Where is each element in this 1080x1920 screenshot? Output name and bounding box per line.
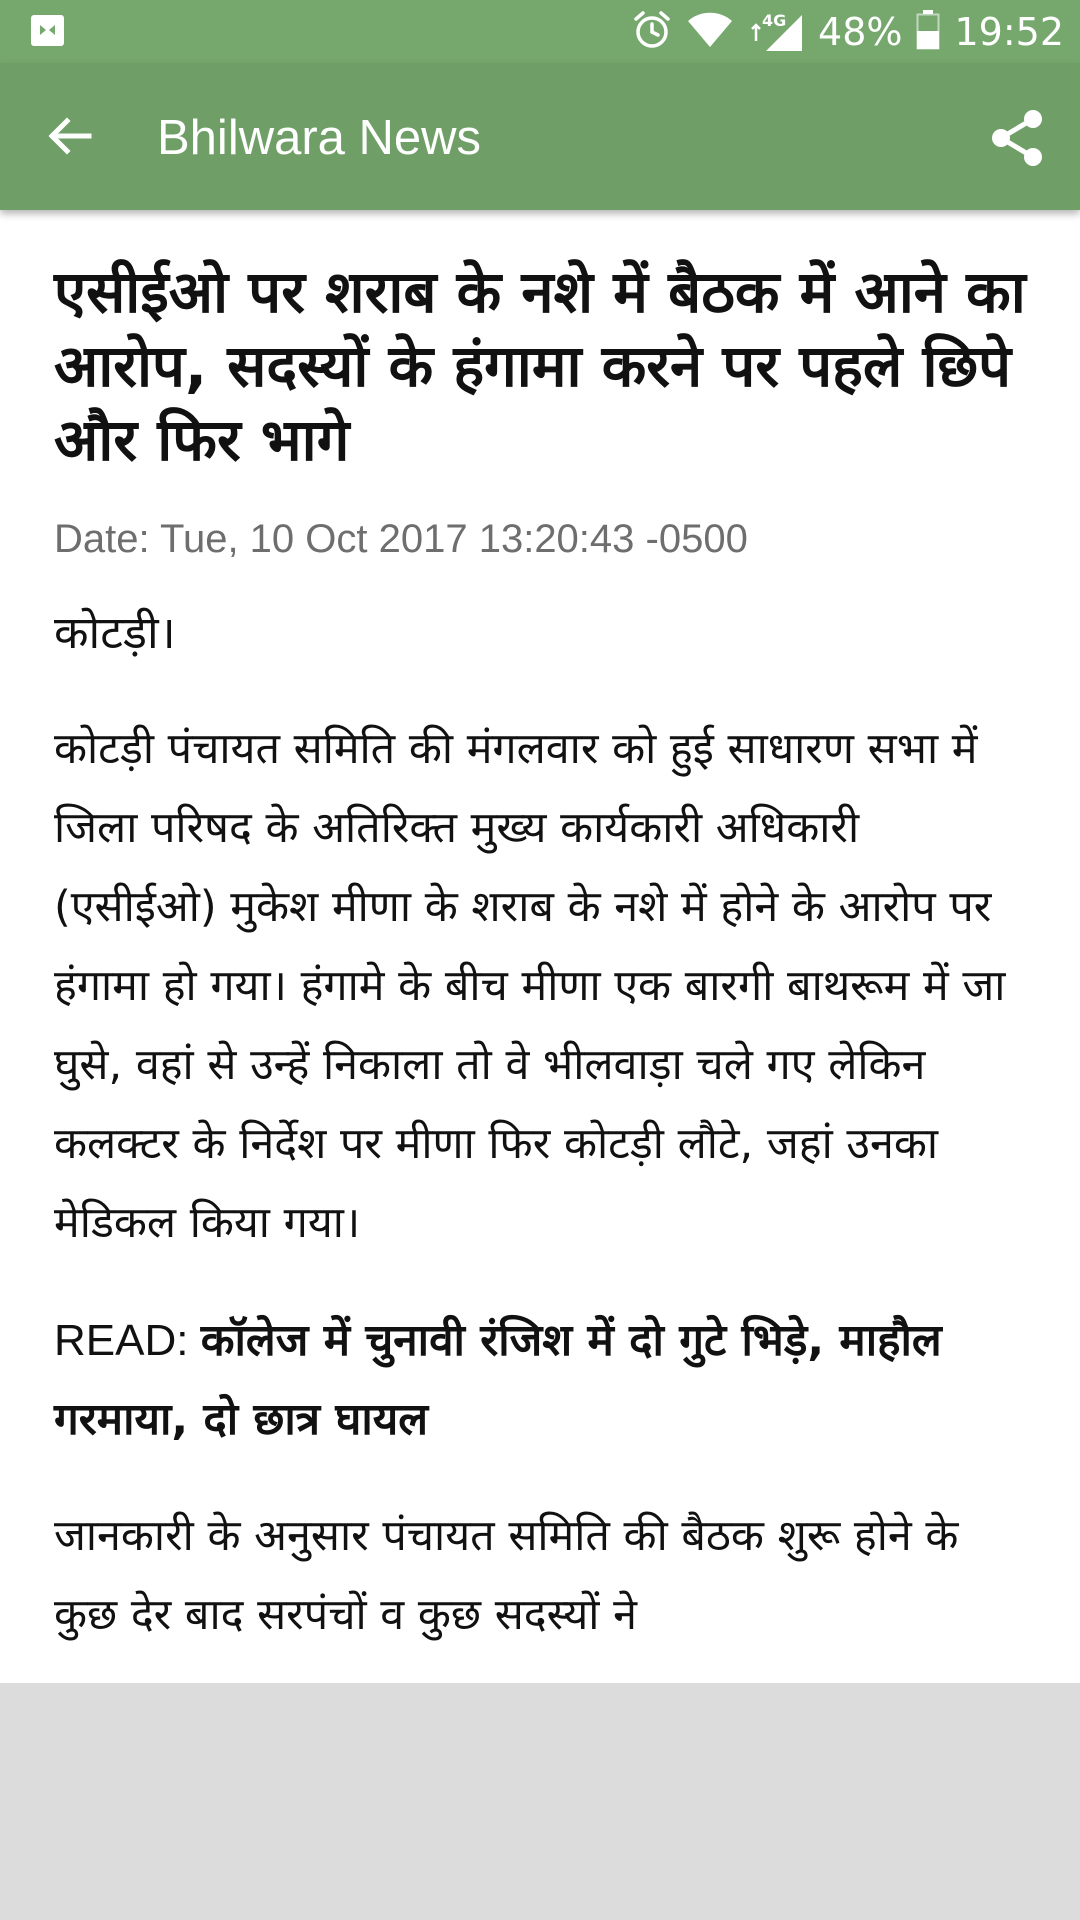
share-button[interactable] <box>982 103 1052 173</box>
battery-icon <box>916 10 940 54</box>
article-dateline: कोटड़ी। <box>54 606 176 659</box>
read-prefix: READ: <box>54 1316 201 1365</box>
read-also-line <box>54 1301 1034 1459</box>
article-date: Date: Tue, 10 Oct 2017 13:20:43 -0500 <box>54 517 748 561</box>
status-bar-right <box>632 0 1064 63</box>
signal-icon <box>748 11 804 53</box>
article-paragraph-2: जानकारी के अनुसार पंचायत समिति की बैठक शुरू होने के कुछ देर बाद सरपंचों व कुछ सदस्यों ने <box>54 1511 959 1640</box>
network-type-label: 4G <box>762 10 787 30</box>
app-title: Bhilwara News <box>157 111 482 165</box>
share-icon <box>990 109 1044 167</box>
wifi-icon <box>686 11 734 53</box>
status-bar <box>0 0 1080 63</box>
arrow-back-icon <box>45 112 93 160</box>
app-bar <box>0 63 1080 210</box>
bottom-ad-overlay <box>0 1683 1080 1920</box>
read-also-link[interactable]: कॉलेज में चुनावी रंजिश में दो गुटे भिड़े, माहौल गरमाया, दो छात्र घायल <box>54 1315 942 1445</box>
app-notification-icon <box>31 15 64 46</box>
back-button[interactable] <box>36 103 102 169</box>
clock: 19:52 <box>954 9 1064 54</box>
article <box>54 255 1034 1655</box>
article-paragraph-1: कोटड़ी पंचायत समिति की मंगलवार को हुई साधारण सभा में जिला परिषद के अतिरिक्त मुख्य कार्यकारी अधिकारी (एसीईओ) मुकेश मीणा के शराब के नशे में होने के आरोप पर हंगामा हो गया। हंगामे के बीच मीणा एक बारगी बाथरूम में जा घुसे, वहां से उन्हें निकाला तो वे भीलवाड़ा चले गए लेकिन कलक्टर के निर्देश पर मीणा फिर कोटड़ी लौटे, जहां उनका मेडिकल किया गया। <box>54 724 1006 1248</box>
battery-percent: 48% <box>818 9 903 54</box>
article-headline: एसीईओ पर शराब के नशे में बैठक में आने का आरोप, सदस्यों के हंगामा करने पर पहले छिपे और फिर भागे <box>54 258 1026 474</box>
alarm-icon <box>632 10 672 54</box>
